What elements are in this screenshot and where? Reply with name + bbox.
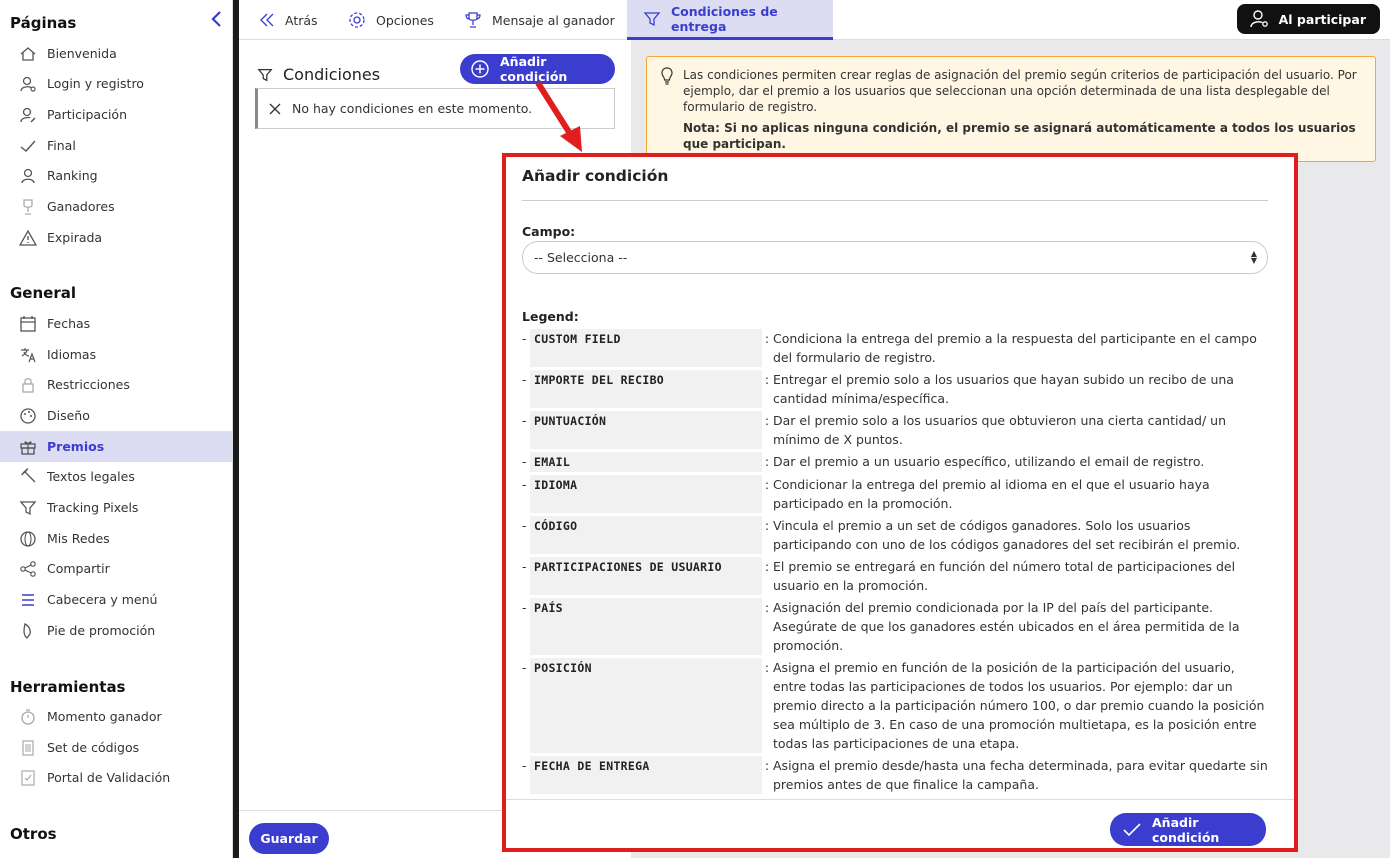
conditions-title bbox=[257, 65, 380, 84]
legend-row: - PAÍS : Asignación del premio condicionada por la IP del país del participante. Asegúrate de que los ganadores estén ubicados en el área permitida de la promoción. bbox=[522, 598, 1270, 655]
sidebar-item-label: Expirada bbox=[47, 230, 103, 245]
sidebar-item-label: Ganadores bbox=[47, 199, 115, 214]
user-edit-icon bbox=[18, 105, 38, 125]
ranking-icon bbox=[18, 166, 38, 186]
sidebar-item-ganadores[interactable] bbox=[0, 191, 232, 222]
checklist-icon bbox=[18, 768, 38, 788]
sidebar-item-idiomas[interactable] bbox=[0, 339, 232, 370]
lightbulb-icon bbox=[659, 67, 675, 89]
sidebar-item-set-codigos[interactable] bbox=[0, 732, 232, 763]
footer-icon bbox=[18, 621, 38, 641]
legend-key: FECHA DE ENTREGA bbox=[530, 756, 762, 794]
highlight-arrow bbox=[530, 78, 600, 158]
sidebar-item-label: Tracking Pixels bbox=[47, 500, 139, 515]
legend-label: Legend: bbox=[522, 309, 579, 324]
info-note: Nota: Si no aplicas ninguna condición, el premio se asignará automáticamente a todos los usuarios que participan. bbox=[683, 121, 1356, 151]
sidebar-item-login[interactable] bbox=[0, 68, 232, 99]
legend-row: - CUSTOM FIELD : Condiciona la entrega del premio a la respuesta del participante en el campo del formulario de registro. bbox=[522, 329, 1270, 367]
legend-row: - POSICIÓN : Asigna el premio en función de la posición de la participación del usuario, entre todas las participaciones de todos los usuarios. Por ejemplo: dar un premio directo a la participación número 100, o dar premio cuando la posición sea múltiplo de 3. En caso de una promoción multietapa, es la posición entre todas las participaciones de una etapa. bbox=[522, 658, 1270, 753]
tab-label: Mensaje al ganador bbox=[492, 12, 615, 28]
warning-icon bbox=[18, 228, 38, 248]
calendar-icon bbox=[18, 314, 38, 334]
tab-label: Atrás bbox=[285, 12, 318, 28]
legend-list bbox=[522, 329, 1270, 797]
legend-key: IDIOMA bbox=[530, 475, 762, 513]
save-button[interactable]: Guardar bbox=[249, 823, 329, 854]
translate-icon bbox=[18, 345, 38, 365]
sidebar-item-mis-redes[interactable] bbox=[0, 523, 232, 554]
topbar bbox=[239, 0, 1390, 40]
close-icon bbox=[268, 102, 282, 116]
sidebar-item-tracking-pixels[interactable] bbox=[0, 492, 232, 523]
al-participar-button[interactable] bbox=[1237, 4, 1380, 34]
tab-opciones[interactable] bbox=[332, 0, 450, 40]
tab-label: Opciones bbox=[376, 12, 434, 28]
section-title-paginas: Páginas bbox=[10, 14, 77, 32]
sidebar-item-restricciones[interactable] bbox=[0, 369, 232, 400]
al-participar-label: Al participar bbox=[1278, 11, 1366, 27]
sidebar bbox=[0, 0, 233, 858]
legend-desc: Vincula el premio a un set de códigos ganadores. Solo los usuarios participando con uno de los códigos ganadores del set recibirán el premio. bbox=[773, 518, 1241, 552]
section-title-herramientas: Herramientas bbox=[10, 678, 126, 696]
legend-row: - IMPORTE DEL RECIBO : Entregar el premio solo a los usuarios que hayan subido un recibo de una cantidad mínima/específica. bbox=[522, 370, 1270, 408]
sidebar-item-expirada[interactable] bbox=[0, 222, 232, 253]
sidebar-item-label: Compartir bbox=[47, 561, 110, 576]
user-gear-icon bbox=[18, 74, 38, 94]
legend-row: - PARTICIPACIONES DE USUARIO : El premio se entregará en función del número total de participaciones del usuario en la promoción. bbox=[522, 557, 1270, 595]
legend-row: - IDIOMA : Condicionar la entrega del premio al idioma en el que el usuario haya participado en la promoción. bbox=[522, 475, 1270, 513]
legend-desc: Asignación del premio condicionada por la IP del país del participante. Asegúrate de que los ganadores estén ubicados en el área permitida de la promoción. bbox=[773, 600, 1240, 653]
select-arrows-icon: ▲ ▼ bbox=[1250, 249, 1257, 265]
sidebar-item-compartir[interactable] bbox=[0, 553, 232, 584]
gift-icon bbox=[18, 437, 38, 457]
gear-icon bbox=[348, 11, 366, 29]
tab-condiciones-entrega[interactable] bbox=[627, 0, 833, 40]
sidebar-item-label: Momento ganador bbox=[47, 709, 162, 724]
lock-icon bbox=[18, 375, 38, 395]
collapse-sidebar-icon[interactable] bbox=[208, 10, 226, 28]
sidebar-item-ranking[interactable] bbox=[0, 160, 232, 191]
legend-desc: El premio se entregará en función del número total de participaciones del usuario en la promoción. bbox=[773, 559, 1236, 593]
sidebar-item-pie[interactable] bbox=[0, 615, 232, 646]
sidebar-item-label: Set de códigos bbox=[47, 740, 140, 755]
legend-key: CÓDIGO bbox=[530, 516, 762, 554]
sidebar-item-fechas[interactable] bbox=[0, 308, 232, 339]
section-title-general: General bbox=[10, 284, 76, 302]
user-gear-icon bbox=[1249, 9, 1269, 29]
legend-row: - FECHA DE ENTREGA : Asigna el premio desde/hasta una fecha determinada, para evitar quedarte sin premios antes de que finalice la campaña. bbox=[522, 756, 1270, 794]
plus-circle-icon bbox=[470, 59, 490, 79]
home-icon bbox=[18, 44, 38, 64]
legend-desc: Condiciona la entrega del premio a la respuesta del participante en el campo del formulario de registro. bbox=[773, 331, 1257, 365]
sidebar-item-momento-ganador[interactable] bbox=[0, 701, 232, 732]
modal-title: Añadir condición bbox=[522, 167, 669, 185]
legend-key: PUNTUACIÓN bbox=[530, 411, 762, 449]
legend-key: EMAIL bbox=[530, 452, 762, 472]
sidebar-item-label: Cabecera y menú bbox=[47, 592, 158, 607]
legend-row: - CÓDIGO : Vincula el premio a un set de códigos ganadores. Solo los usuarios participando con uno de los códigos ganadores del set recibirán el premio. bbox=[522, 516, 1270, 554]
sidebar-item-cabecera[interactable] bbox=[0, 584, 232, 615]
section-title-otros: Otros bbox=[10, 825, 57, 843]
conditions-title-text: Condiciones bbox=[283, 65, 381, 84]
legend-row: - EMAIL : Dar el premio a un usuario específico, utilizando el email de registro. bbox=[522, 452, 1270, 472]
info-text: Las condiciones permiten crear reglas de asignación del premio según criterios de participación del usuario. Por ejemplo, dar el premio a los usuarios que seleccionan una opción determinada de una lista desplegable del formulario de registro. bbox=[683, 68, 1357, 114]
trophy-icon bbox=[18, 197, 38, 217]
legend-key: CUSTOM FIELD bbox=[530, 329, 762, 367]
tab-label: Condiciones de entrega bbox=[671, 3, 778, 34]
double-chevron-left-icon bbox=[259, 12, 275, 28]
legend-key: PARTICIPACIONES DE USUARIO bbox=[530, 557, 762, 595]
campo-select[interactable] bbox=[522, 241, 1268, 274]
sidebar-item-label: Portal de Validación bbox=[47, 770, 171, 785]
legend-key: POSICIÓN bbox=[530, 658, 762, 753]
legend-desc: Asigna el premio desde/hasta una fecha determinada, para evitar quedarte sin premios antes de que finalice la campaña. bbox=[773, 758, 1268, 792]
tab-mensaje-ganador[interactable] bbox=[448, 0, 631, 40]
sidebar-item-label: Fechas bbox=[47, 316, 91, 331]
legend-desc: Dar el premio a un usuario específico, utilizando el email de registro. bbox=[773, 454, 1205, 469]
sidebar-item-label: Final bbox=[47, 138, 76, 153]
modal-divider bbox=[522, 200, 1268, 201]
sidebar-item-final[interactable] bbox=[0, 130, 232, 161]
sidebar-item-label: Participación bbox=[47, 107, 128, 122]
check-icon bbox=[18, 136, 38, 156]
campo-label: Campo: bbox=[522, 224, 576, 239]
sidebar-item-bienvenida[interactable] bbox=[0, 38, 232, 69]
submit-condition-button[interactable] bbox=[1110, 813, 1266, 846]
sidebar-item-label: Login y registro bbox=[47, 76, 144, 91]
filter-icon bbox=[643, 10, 661, 28]
sidebar-item-label: Restricciones bbox=[47, 377, 130, 392]
sidebar-item-label: Textos legales bbox=[47, 469, 135, 484]
empty-conditions-text: No hay condiciones en este momento. bbox=[292, 101, 533, 116]
tab-atras[interactable] bbox=[243, 0, 334, 40]
sidebar-item-label: Diseño bbox=[47, 408, 90, 423]
legend-desc: Asigna el premio en función de la posición de la participación del usuario, entre todas las participaciones de todos los usuarios. Por ejemplo: dar un premio directo a la participación número 100, o dar premio cuando la posición sea múltiplo de 3. En caso de una promoción multietapa, es la posición entre todas las participaciones de una etapa. bbox=[773, 660, 1265, 751]
submit-condition-label: Añadir condición bbox=[1152, 814, 1220, 845]
sidebar-item-label: Ranking bbox=[47, 168, 98, 183]
info-banner bbox=[646, 56, 1376, 162]
legend-row: - PUNTUACIÓN : Dar el premio solo a los usuarios que obtuvieron una cierta cantidad/ un mínimo de X puntos. bbox=[522, 411, 1270, 449]
sidebar-item-label: Bienvenida bbox=[47, 46, 117, 61]
sidebar-item-portal-validacion[interactable] bbox=[0, 762, 232, 793]
sidebar-item-premios[interactable] bbox=[0, 431, 232, 462]
legend-desc: Condicionar la entrega del premio al idioma en el que el usuario haya participado en la promoción. bbox=[773, 477, 1210, 511]
barcode-icon bbox=[18, 738, 38, 758]
filter-icon bbox=[257, 67, 273, 83]
add-condition-modal bbox=[502, 153, 1298, 852]
modal-footer-divider bbox=[506, 799, 1294, 800]
filter-icon bbox=[18, 498, 38, 518]
sidebar-item-textos-legales[interactable] bbox=[0, 461, 232, 492]
legend-key: PAÍS bbox=[530, 598, 762, 655]
sidebar-item-label: Mis Redes bbox=[47, 531, 110, 546]
trophy-icon bbox=[464, 11, 482, 29]
sidebar-item-label: Idiomas bbox=[47, 347, 97, 362]
stopwatch-icon bbox=[18, 707, 38, 727]
gavel-icon bbox=[18, 467, 38, 487]
sidebar-item-label: Pie de promoción bbox=[47, 623, 156, 638]
sidebar-item-label: Premios bbox=[47, 439, 105, 454]
campo-select-value: -- Selecciona -- bbox=[534, 250, 628, 265]
share-icon bbox=[18, 559, 38, 579]
legend-key: IMPORTE DEL RECIBO bbox=[530, 370, 762, 408]
add-condition-label: Añadir condición bbox=[500, 54, 568, 84]
globe-icon bbox=[18, 529, 38, 549]
palette-icon bbox=[18, 406, 38, 426]
sidebar-item-participacion[interactable] bbox=[0, 99, 232, 130]
legend-desc: Entregar el premio solo a los usuarios que hayan subido un recibo de una cantidad mínima/específica. bbox=[773, 372, 1234, 406]
check-icon bbox=[1122, 822, 1142, 838]
legend-desc: Dar el premio solo a los usuarios que obtuvieron una cierta cantidad/ un mínimo de X puntos. bbox=[773, 413, 1227, 447]
sidebar-item-diseno[interactable] bbox=[0, 400, 232, 431]
menu-icon bbox=[18, 590, 38, 610]
